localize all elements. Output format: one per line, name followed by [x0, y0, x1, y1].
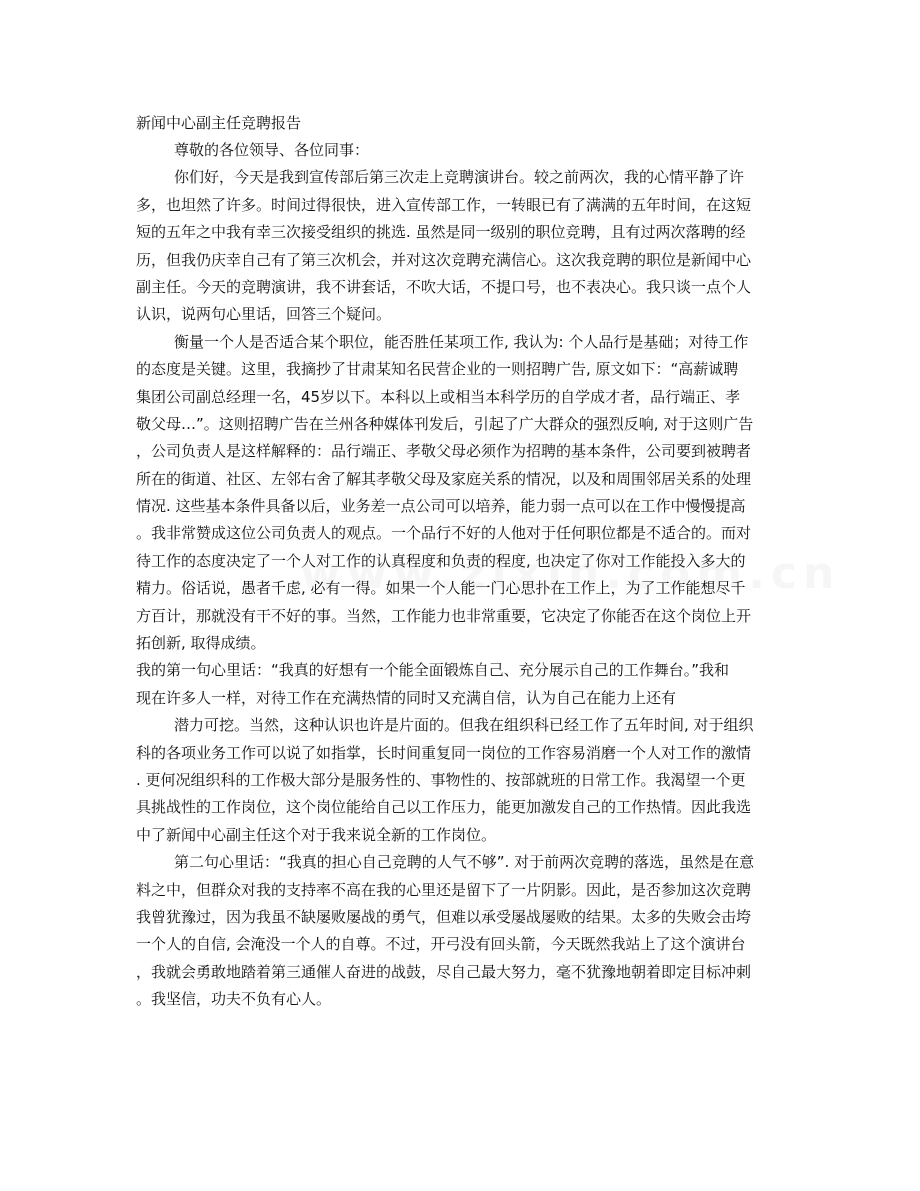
paragraph-line: . 更何况组织科的工作极大部分是服务性的、事物性的、按部就班的日常工作。我渴望一个更	[136, 770, 746, 789]
paragraph-line: 敬父母…”。这则招聘广告在兰州各种媒体刊发后，引起了广大群众的强烈反响, 对于这则广告	[136, 414, 754, 433]
paragraph-line: 料之中，但群众对我的支持率不高在我的心里还是留下了一片阴影。因此，是否参加这次竞聘	[136, 880, 752, 899]
paragraph	[136, 712, 796, 849]
paragraph-line: ，我就会勇敢地踏着第三通催人奋进的战鼓，尽自己最大努力，毫不犹豫地朝着即定目标冲刺	[136, 962, 752, 981]
paragraph-list	[136, 164, 796, 1013]
paragraph-line: 中了新闻中心副主任这个对于我来说全新的工作岗位。	[136, 825, 497, 844]
paragraph-line: 衡量一个人是否适合某个职位，能否胜任某项工作, 我认为: 个人品行是基础；对待工作	[174, 332, 749, 351]
paragraph-line: 我曾犹豫过，因为我虽不缺屡败屡战的勇气，但难以承受屡战屡败的结果。太多的失败会击垮	[136, 907, 752, 926]
paragraph-line: ，公司负责人是这样解释的：品行端正、孝敬父母必须作为招聘的基本条件，公司要到被聘者	[136, 442, 752, 461]
paragraph	[136, 657, 796, 712]
paragraph-line: 你们好，今天是我到宣传部后第三次走上竞聘演讲台。较之前两次，我的心情平静了许	[174, 168, 745, 187]
paragraph	[136, 329, 796, 658]
paragraph-line: 我的第一句心里话：“我真的好想有一个能全面锻炼自己、充分展示自己的工作舞台。”我和	[136, 661, 730, 680]
paragraph-line: 多，也坦然了许多。时间过得很快，进入宣传部工作，一转眼已有了满满的五年时间，在这短	[136, 195, 752, 214]
paragraph-line: 科的各项业务工作可以说了如指掌，长时间重复同一岗位的工作容易消磨一个人对工作的激情	[136, 743, 752, 762]
paragraph	[136, 164, 796, 328]
paragraph-line: 。我非常赞成这位公司负责人的观点。一个品行不好的人他对于任何职位都是不适合的。而对	[136, 524, 752, 543]
paragraph-line: 具挑战性的工作岗位，这个岗位能给自己以工作压力，能更加激发自己的工作热情。因此我选	[136, 798, 752, 817]
paragraph-line: 历，但我仍庆幸自己有了第三次机会，并对这次竞聘充满信心。这次我竞聘的职位是新闻中心	[136, 250, 752, 269]
paragraph-line: 方百计，那就没有干不好的事。当然，工作能力也非常重要，它决定了你能否在这个岗位上开	[136, 606, 752, 625]
paragraph-line: 一个人的自信, 会淹没一个人的自尊。不过，开弓没有回头箭，今天既然我站上了这个演讲台	[136, 935, 746, 954]
paragraph-line: 拓创新, 取得成绩。	[136, 634, 266, 653]
paragraph-line: 短的五年之中我有幸三次接受组织的挑选. 虽然是同一级别的职位竞聘，且有过两次落聘的经	[136, 223, 746, 242]
greeting-line: 尊敬的各位领导、各位同事：	[174, 141, 370, 159]
paragraph	[136, 849, 796, 1013]
paragraph-line: 潜力可挖。当然，这种认识也许是片面的。但我在组织科已经工作了五年时间, 对于组织	[174, 716, 754, 735]
document-title: 新闻中心副主任竞聘报告	[136, 114, 302, 132]
paragraph-line: 情况. 这些基本条件具备以后，业务差一点公司可以培养，能力弱一点可以在工作中慢慢提高	[136, 497, 746, 516]
paragraph-line: 待工作的态度决定了一个人对工作的认真程度和负责的程度, 也决定了你对工作能投入多大的	[136, 551, 746, 570]
paragraph-line: 第二句心里话：“我真的担心自己竞聘的人气不够”. 对于前两次竞聘的落选，虽然是在意	[174, 853, 755, 872]
paragraph-line: 所在的街道、社区、左邻右舍了解其孝敬父母及家庭关系的情况，以及和周围邻居关系的处理	[136, 469, 752, 488]
paragraph-line: 现在许多人一样，对待工作在充满热情的同时又充满自信，认为自己在能力上还有	[136, 688, 677, 707]
paragraph-line: 集团公司副总经理一名，45岁以下。本科以上或相当本科学历的自学成才者，品行端正、孝	[136, 387, 741, 406]
paragraph-line: 副主任。今天的竞聘演讲，我不讲套话，不吹大话，不提口号，也不表决心。我只谈一点个人	[136, 277, 752, 296]
paragraph-line: 认识，说两句心里话，回答三个疑问。	[136, 305, 392, 324]
paragraph-line: 精力。俗话说，愚者千虑, 必有一得。如果一个人能一门心思扑在工作上，为了工作能想尽千	[136, 579, 746, 598]
document-body	[136, 110, 796, 1014]
paragraph-line: 。我坚信，功夫不负有心人。	[136, 990, 332, 1009]
paragraph-line: 的态度是关键。这里，我摘抄了甘肃某知名民营企业的一则招聘广告, 原文如下：“高薪诚聘	[136, 360, 739, 379]
